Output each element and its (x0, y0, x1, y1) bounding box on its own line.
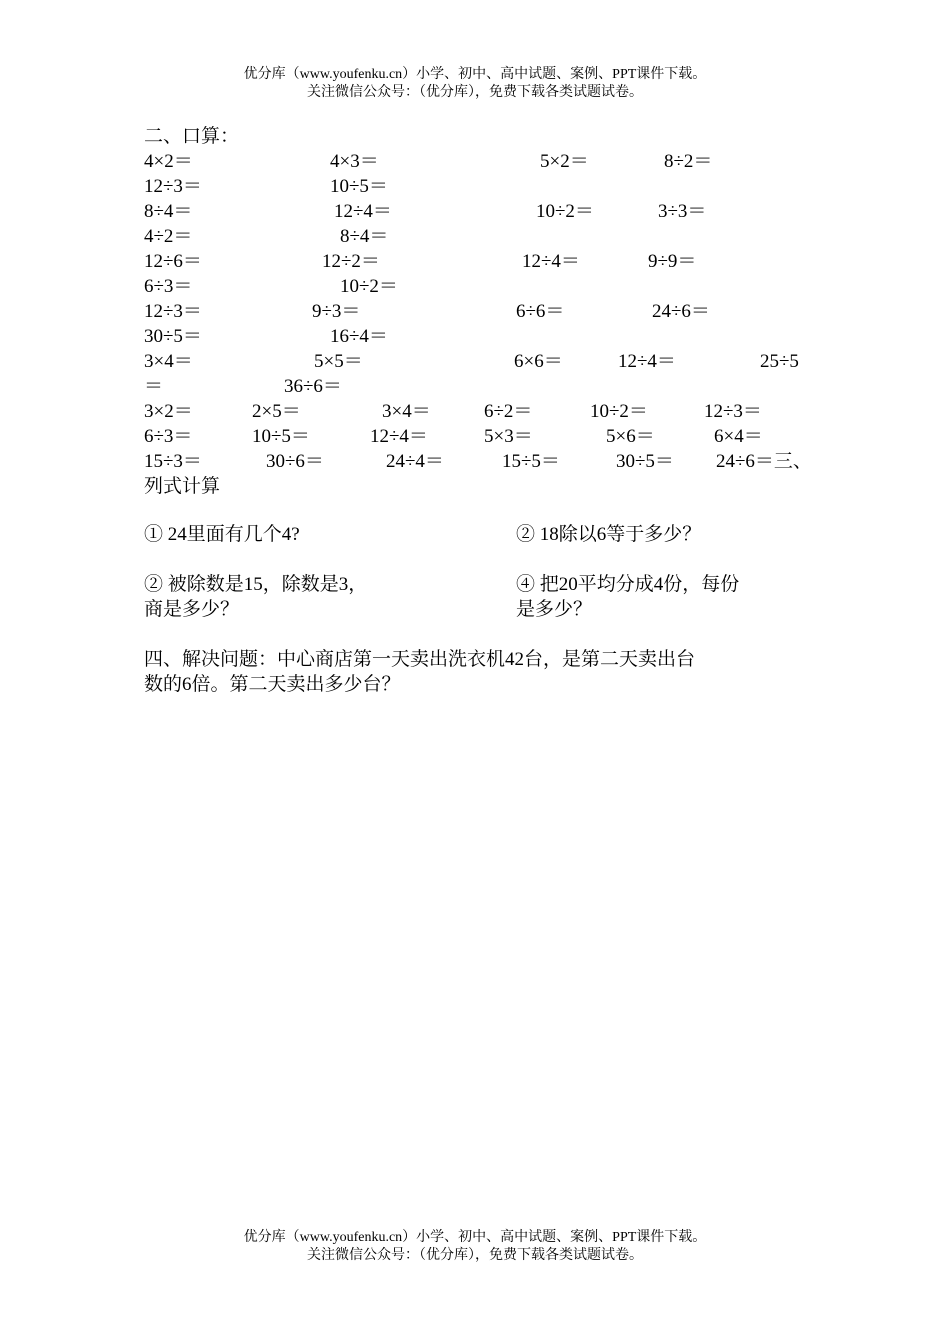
calc-item: 15÷5＝ (502, 451, 560, 472)
calc-item: 12÷3＝ (144, 301, 202, 322)
header-line-2: 关注微信公众号：（优分库），免费下载各类试题试卷。 (307, 85, 643, 100)
calc-item: 6÷6＝ (516, 301, 565, 322)
calc-row (0, 324, 950, 350)
calc-item: 16÷4＝ (330, 326, 388, 347)
calc-item: 6×4＝ (714, 426, 763, 447)
calc-item: 6÷2＝ (484, 401, 533, 422)
calc-item: 12÷4＝ (370, 426, 428, 447)
question-2: ② 18除以6等于多少？ (516, 524, 702, 545)
calc-row (0, 424, 950, 450)
calc-item: 10÷5＝ (252, 426, 310, 447)
question-3-line-1: ② 被除数是15，除数是3， (144, 574, 368, 595)
calc-item: 3×4＝ (144, 351, 193, 372)
calc-item: 9÷3＝ (312, 301, 361, 322)
calc-item: 4×3＝ (330, 151, 379, 172)
calc-item: 12÷2＝ (322, 251, 380, 272)
calc-item: 5×3＝ (484, 426, 533, 447)
calc-item: 12÷4＝ (334, 201, 392, 222)
calc-item: 3÷3＝ (658, 201, 707, 222)
section-2-title-line (0, 124, 950, 150)
word-problem-line-2: 数的6倍。第二天卖出多少台？ (144, 674, 401, 695)
calc-row (0, 299, 950, 325)
calc-row (0, 249, 950, 275)
question-4-line-2: 是多少？ (516, 599, 593, 620)
question-4-line-1: ④ 把20平均分成4份，每份 (516, 574, 740, 595)
header-line-1: 优分库（www.youfenku.cn）小学、初中、高中试题、案例、PPT课件下载。 (243, 67, 707, 82)
calc-item: 9÷9＝ (648, 251, 697, 272)
calc-item: 24÷6＝ (652, 301, 710, 322)
calc-item: 6×6＝ (514, 351, 563, 372)
word-problem-line-1: 四、解决问题：中心商店第一天卖出洗衣机42台，是第二天卖出台 (144, 649, 696, 670)
section-2-title: 二、口算： (144, 126, 240, 147)
calc-row (0, 274, 950, 300)
calc-item: ＝ (144, 376, 164, 397)
question-3-line-2: 商是多少？ (144, 599, 240, 620)
calc-item: 36÷6＝ (284, 376, 342, 397)
calc-item: 12÷3＝ (704, 401, 762, 422)
calc-item: 8÷2＝ (664, 151, 713, 172)
calc-item: 25÷5 (760, 351, 799, 372)
calc-item: 4÷2＝ (144, 226, 193, 247)
calc-item: 6÷3＝ (144, 426, 193, 447)
calc-item: 24÷6＝三、 (716, 451, 812, 472)
calc-row (0, 199, 950, 225)
calc-row (0, 149, 950, 175)
calc-row (0, 399, 950, 425)
calc-item: 12÷4＝ (618, 351, 676, 372)
calc-row (0, 374, 950, 400)
calc-row (0, 474, 950, 500)
question-1: ① 24里面有几个4? (144, 524, 300, 545)
calc-item: 6÷3＝ (144, 276, 193, 297)
calc-row (0, 349, 950, 375)
calc-item: 12÷3＝ (144, 176, 202, 197)
calc-row (0, 224, 950, 250)
calc-item: 15÷3＝ (144, 451, 202, 472)
calc-item: 8÷4＝ (340, 226, 389, 247)
calc-item: 24÷4＝ (386, 451, 444, 472)
calc-item: 5×5＝ (314, 351, 363, 372)
calc-item: 30÷5＝ (144, 326, 202, 347)
calc-item: 12÷4＝ (522, 251, 580, 272)
calc-item: 3×4＝ (382, 401, 431, 422)
calc-item: 12÷6＝ (144, 251, 202, 272)
page-header (0, 66, 950, 102)
calc-item: 30÷6＝ (266, 451, 324, 472)
calc-item: 30÷5＝ (616, 451, 674, 472)
calc-row (0, 449, 950, 475)
calc-item: 3×2＝ (144, 401, 193, 422)
calc-item: 10÷2＝ (340, 276, 398, 297)
calc-item: 5×2＝ (540, 151, 589, 172)
calc-item: 2×5＝ (252, 401, 301, 422)
page-footer (0, 1229, 950, 1265)
calc-item: 8÷4＝ (144, 201, 193, 222)
calc-item: 4×2＝ (144, 151, 193, 172)
calc-item: 5×6＝ (606, 426, 655, 447)
footer-line-1: 优分库（www.youfenku.cn）小学、初中、高中试题、案例、PPT课件下载。 (243, 1230, 707, 1245)
section-3-title: 列式计算 (144, 476, 221, 497)
calc-item: 10÷2＝ (536, 201, 594, 222)
footer-line-2: 关注微信公众号：（优分库），免费下载各类试题试卷。 (307, 1248, 643, 1263)
calc-item: 10÷5＝ (330, 176, 388, 197)
calc-row (0, 174, 950, 200)
calc-item: 10÷2＝ (590, 401, 648, 422)
